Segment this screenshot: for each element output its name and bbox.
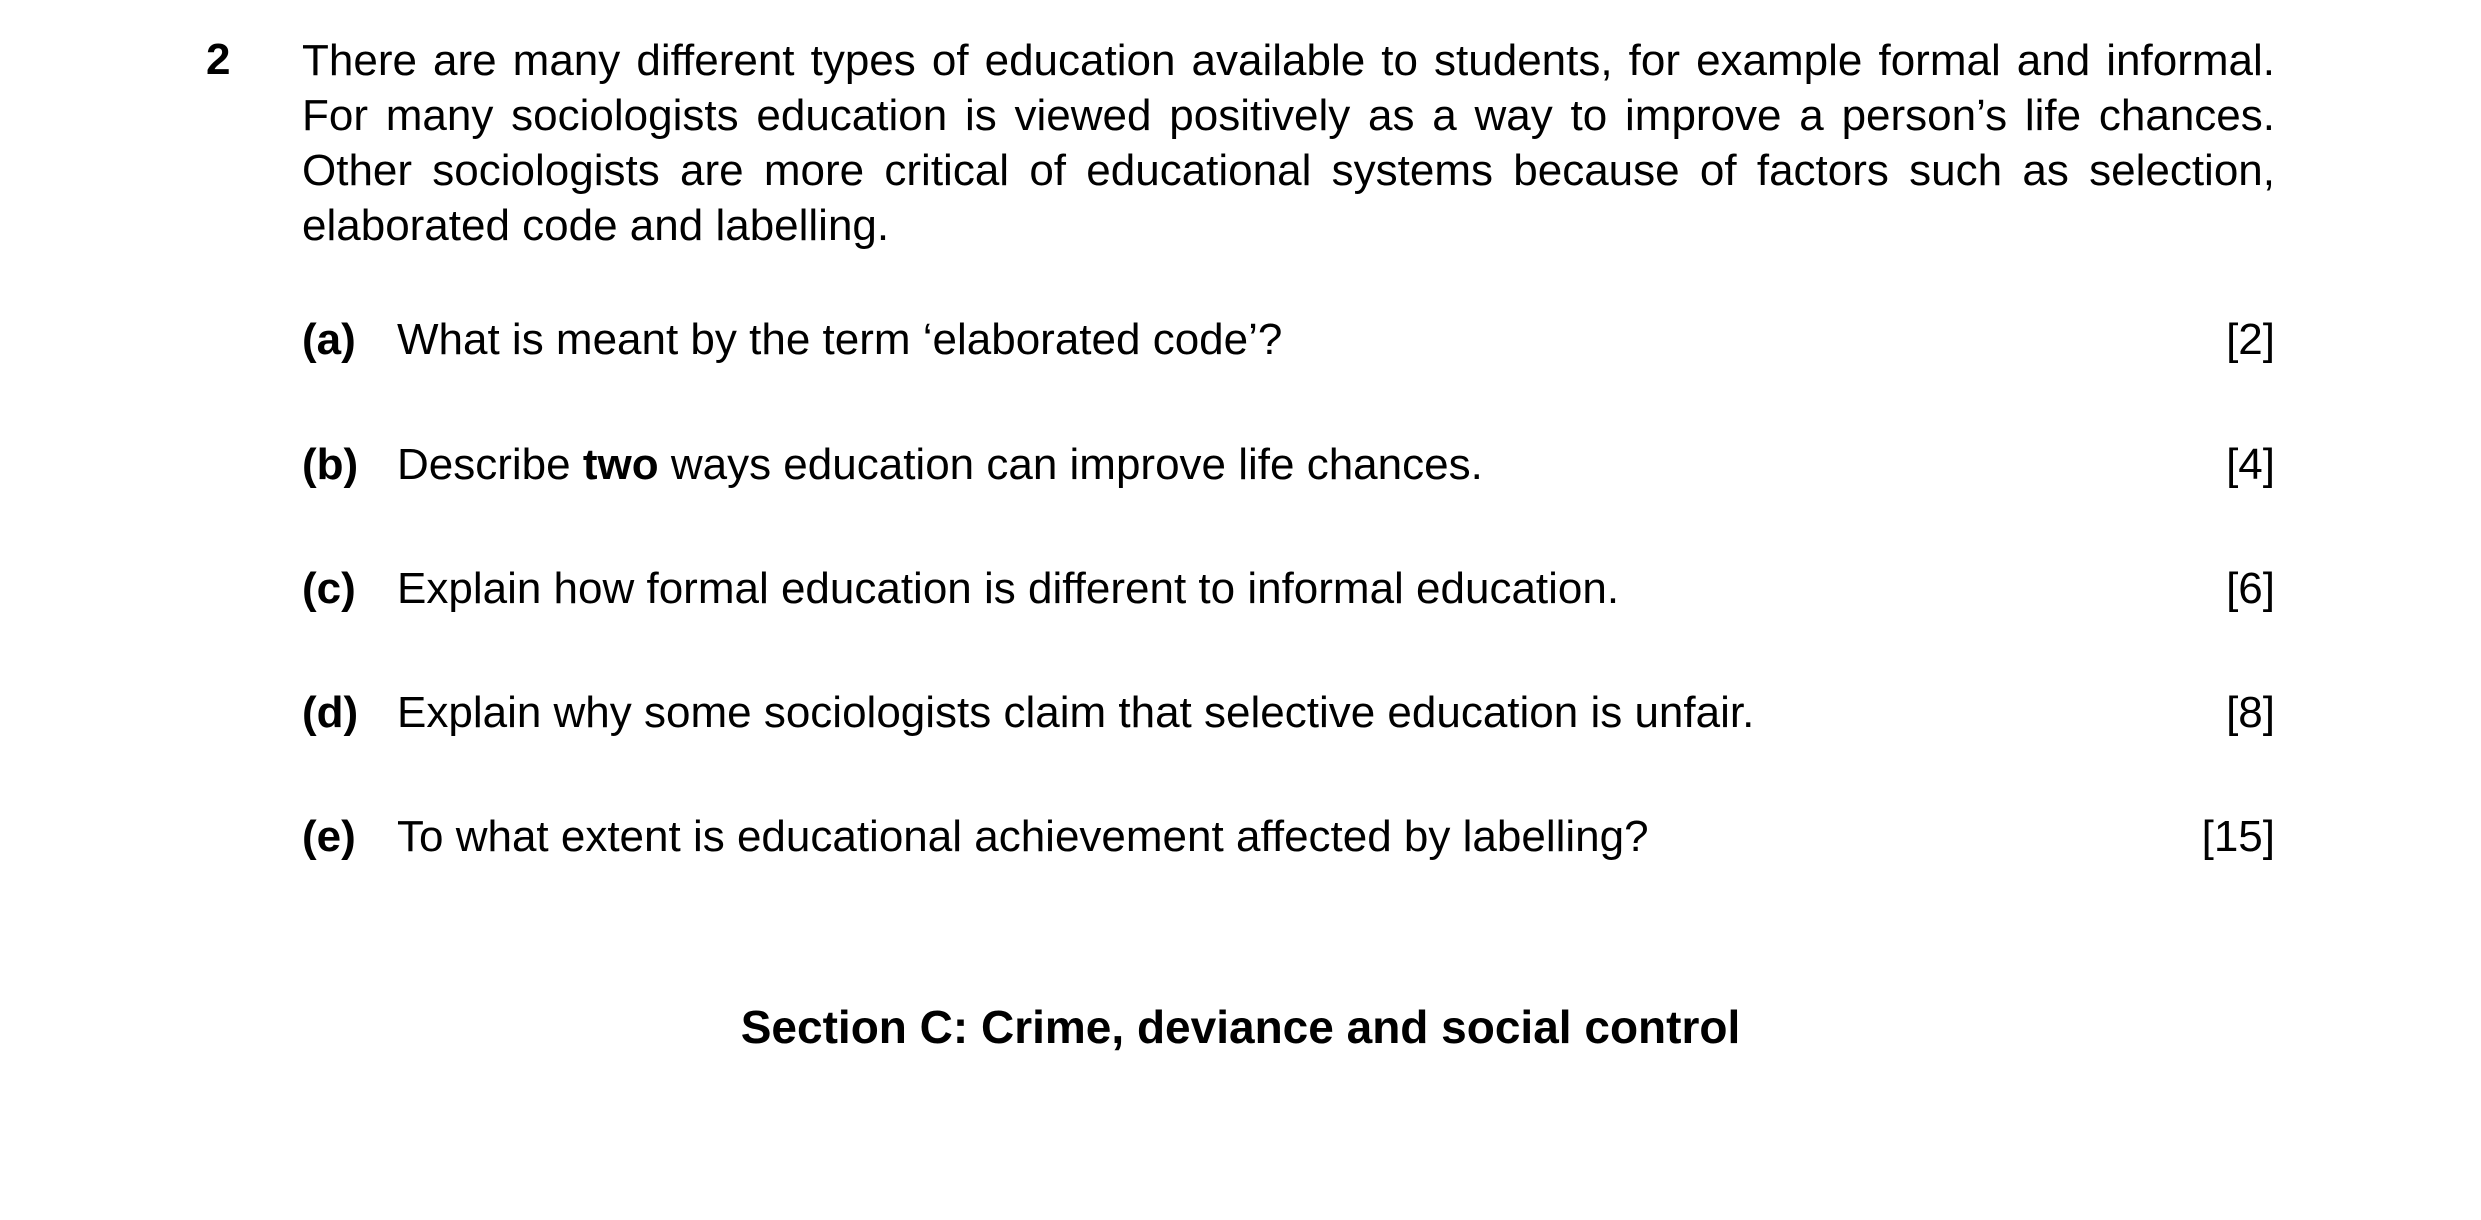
part-text: Explain why some sociologists claim that selective education is unfair. xyxy=(397,688,1755,737)
question-part-d xyxy=(302,685,2275,741)
part-text xyxy=(397,437,1483,493)
part-text: Explain how formal education is different to informal education. xyxy=(397,564,1620,613)
question-part-a xyxy=(302,312,2275,368)
part-label: (e) xyxy=(302,812,356,861)
question-number: 2 xyxy=(206,35,231,84)
question-part-e xyxy=(302,809,2275,865)
part-label: (c) xyxy=(302,564,356,613)
section-heading: Section C: Crime, deviance and social control xyxy=(740,1001,1741,1053)
part-text-end: ways education can improve life chances. xyxy=(658,440,1483,489)
part-label: (a) xyxy=(302,315,356,364)
question-part-c xyxy=(302,561,2275,617)
part-label: (b) xyxy=(302,440,359,489)
part-text: What is meant by the term ‘elaborated code’? xyxy=(397,315,1283,364)
stem-line: There are many different types of education available to students, for example formal and informal. xyxy=(302,36,2275,85)
part-text: To what extent is educational achievement affected by labelling? xyxy=(397,812,1649,861)
question-part-b xyxy=(302,437,2275,493)
part-marks: [2] xyxy=(2226,315,2275,364)
part-label: (d) xyxy=(302,688,359,737)
part-marks: [6] xyxy=(2226,564,2275,613)
stem-line: For many sociologists education is viewed positively as a way to improve a person’s life chances. xyxy=(302,91,2275,140)
stem-line: Other sociologists are more critical of educational systems because of factors such as selection, xyxy=(302,146,2275,195)
question-stem xyxy=(302,33,2275,253)
stem-line: elaborated code and labelling. xyxy=(302,201,890,250)
part-marks: [15] xyxy=(2201,812,2275,861)
part-text-start: Describe xyxy=(397,440,583,489)
part-marks: [8] xyxy=(2226,688,2275,737)
part-marks: [4] xyxy=(2226,440,2275,489)
part-text-emphasis: two xyxy=(582,440,659,489)
